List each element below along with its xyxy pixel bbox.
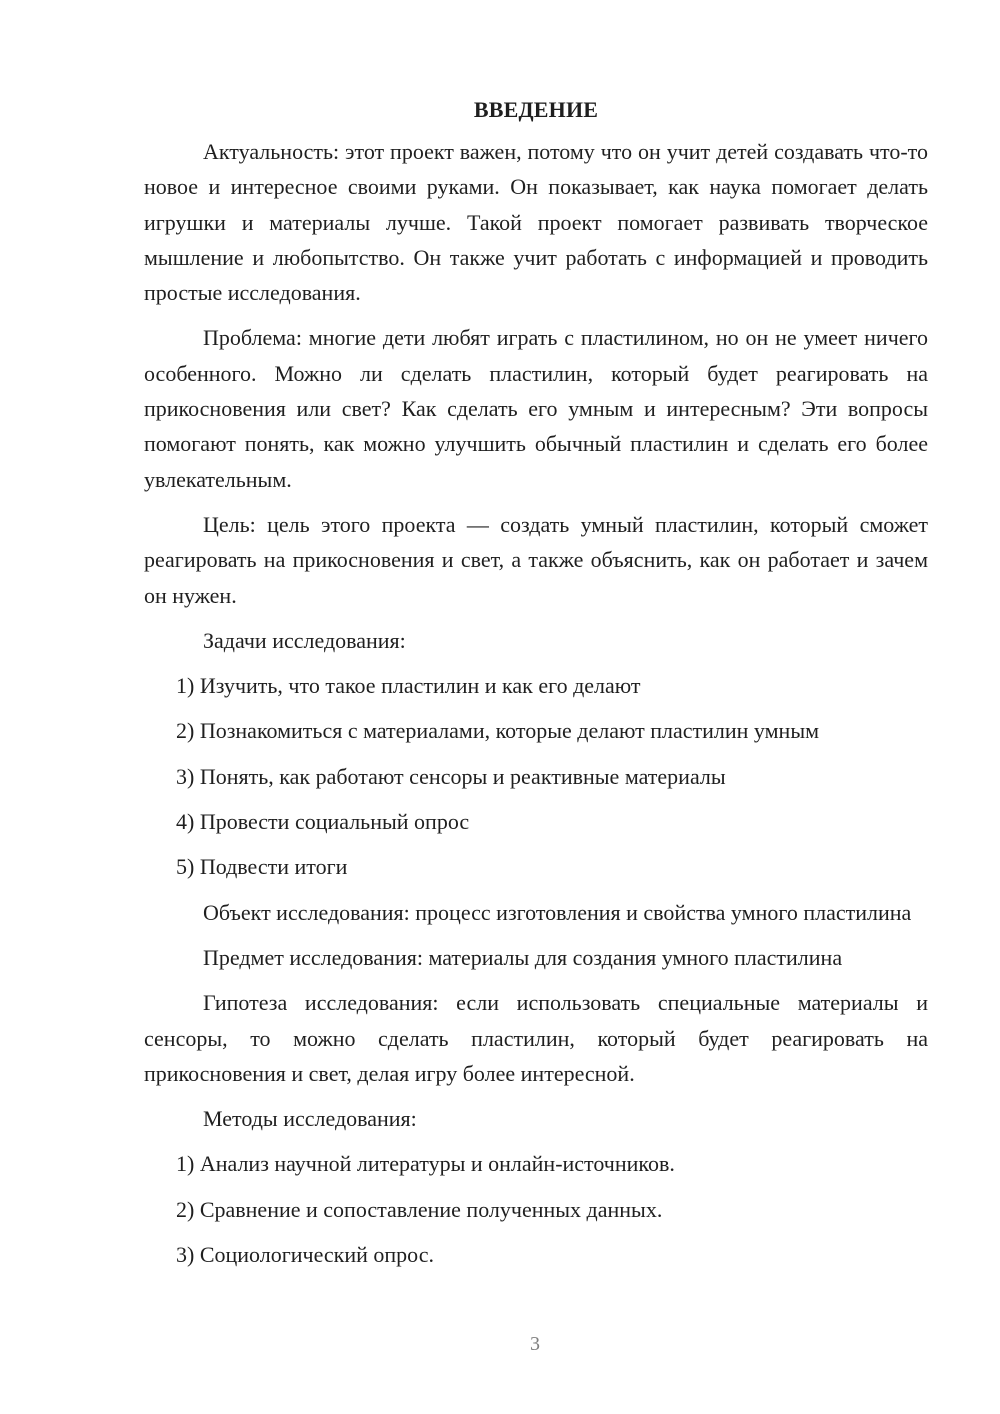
hypothesis-paragraph: Гипотеза исследования: если использовать специальные материалы и сенсоры, то можно сделать пластилин, который будет реагировать на прикосновения и свет, делая игру более интересной.	[144, 990, 928, 1086]
method-item: 2) Сравнение и сопоставление полученных данных.	[176, 1196, 663, 1222]
method-item: 3) Социологический опрос.	[176, 1242, 434, 1268]
tasks-list	[144, 668, 928, 884]
document-page	[144, 92, 928, 1282]
task-item: 4) Провести социальный опрос	[176, 809, 470, 835]
goal-paragraph: Цель: цель этого проекта — создать умный пластилин, который сможет реагировать на прикосновения и свет, а также объяснить, как он работает и зачем он нужен.	[144, 511, 928, 608]
section-title: ВВЕДЕНИЕ	[473, 97, 599, 122]
tasks-heading: Задачи исследования:	[203, 627, 406, 653]
subject-paragraph: Предмет исследования: материалы для создания умного пластилина	[203, 944, 843, 970]
task-item: 3) Понять, как работают сенсоры и реактивные материалы	[176, 763, 726, 789]
methods-heading: Методы исследования:	[203, 1106, 417, 1132]
page-number: 3	[530, 1333, 540, 1355]
methods-list	[144, 1146, 928, 1272]
method-item: 1) Анализ научной литературы и онлайн-источников.	[176, 1151, 675, 1177]
object-paragraph: Объект исследования: процесс изготовления и свойства умного пластилина	[203, 899, 912, 925]
task-item: 1) Изучить, что такое пластилин и как его делают	[176, 673, 641, 699]
relevance-paragraph: Актуальность: этот проект важен, потому что он учит детей создавать что-то новое и интересное своими руками. Он показывает, как наука помогает делать игрушки и материалы лучше. Такой проект помогает развивать творческое мышление и любопытство. Он также учит работать с информацией и проводить простые исследования.	[144, 139, 928, 306]
task-item: 5) Подвести итоги	[176, 854, 348, 880]
task-item: 2) Познакомиться с материалами, которые делают пластилин умным	[176, 718, 820, 744]
problem-paragraph: Проблема: многие дети любят играть с пластилином, но он не умеет ничего особенного. Можно ли сделать пластилин, который будет реагировать на прикосновения или свет? Как сделать его умным и интересным? Эти вопросы помогают понять, как можно улучшить обычный пластилин и сделать его более увлекательным.	[144, 325, 928, 492]
